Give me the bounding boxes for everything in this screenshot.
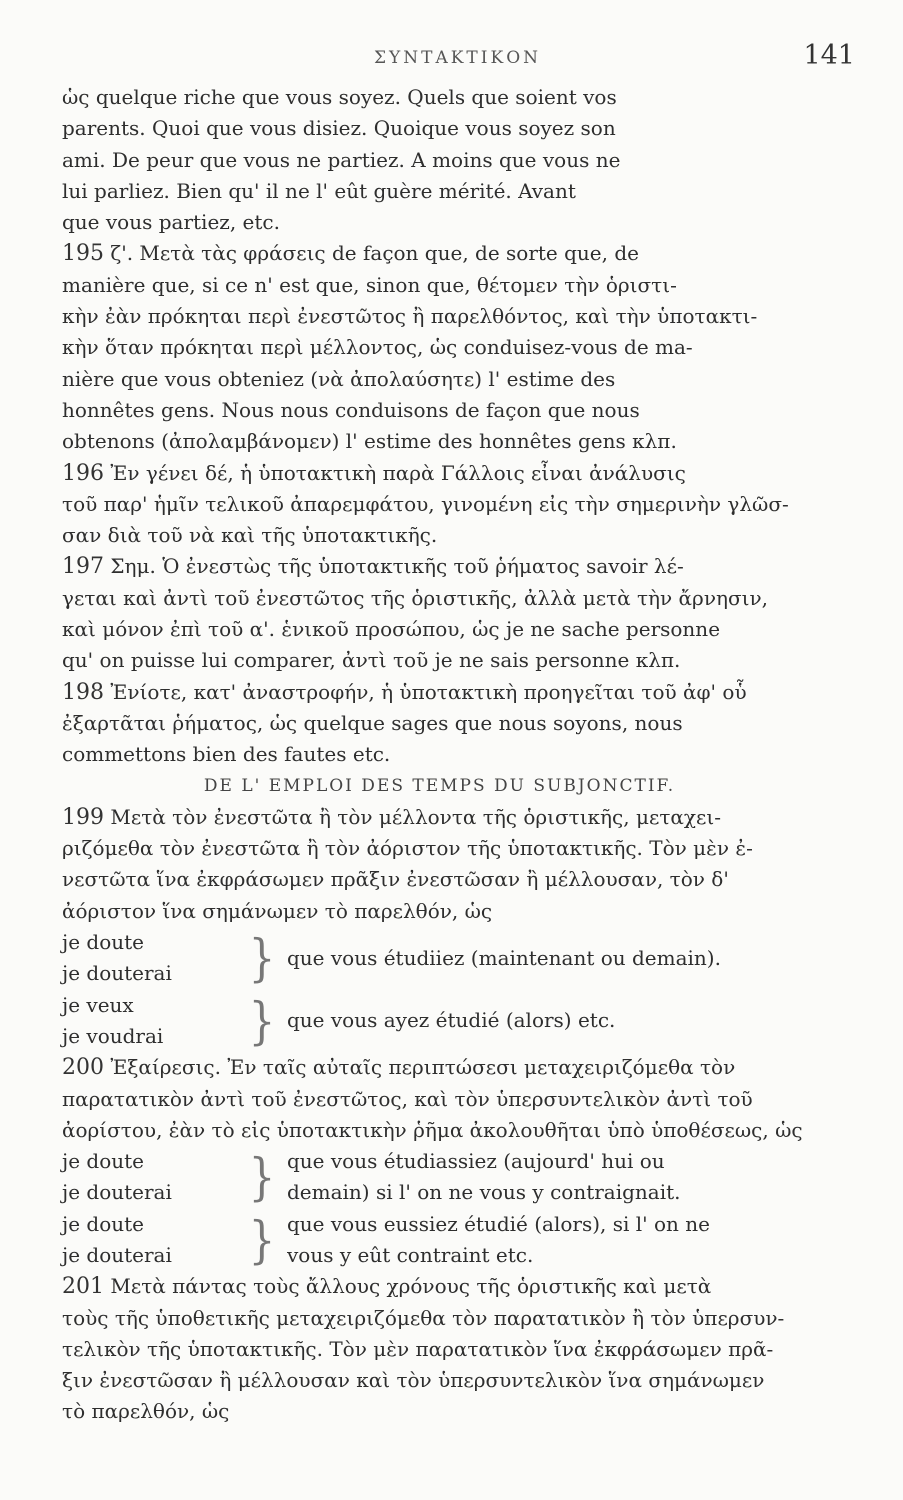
example-verb: je doute — [62, 930, 144, 955]
text-line: manière que, si ce n' est que, sinon que, θέτομεν τὴν ὁριστι- — [62, 272, 677, 297]
example-clause: demain) si l' on ne vous y contraignait. — [287, 1180, 681, 1205]
paragraph-number: 198 — [62, 679, 104, 705]
brace-icon: } — [248, 928, 276, 988]
text-line: καὶ μόνον ἐπὶ τοῦ α'. ἑνικοῦ προσώπου, ὡς je ne sache personne — [62, 617, 721, 642]
paragraph-number: 196 — [62, 460, 104, 486]
text-line: ἀόριστον ἵνα σημάνωμεν τὸ παρελθόν, ὡς — [62, 898, 493, 923]
example-clause: que vous ayez étudié (alors) etc. — [287, 1008, 616, 1033]
example-clause: vous y eût contraint etc. — [287, 1242, 534, 1267]
paragraph-number: 199 — [62, 804, 104, 830]
text-line: ἀορίστου, ἐὰν τὸ εἰς ὑποτακτικὴν ῥῆμα ἀκολουθῆται ὑπὸ ὑποθέσεως, ὡς — [62, 1117, 803, 1142]
paragraph-198-first-line — [62, 677, 817, 708]
text-line: lui parliez. Bien qu' il ne l' eût guère mérité. Avant — [62, 178, 576, 203]
page-number: 141 — [803, 40, 855, 71]
text-span: ζ'. Μετὰ τὰς φράσεις de façon que, de sorte que, de — [110, 241, 639, 266]
paragraph-number: 197 — [62, 554, 104, 580]
text-line: παρατατικὸν ἀντὶ τοῦ ἐνεστῶτος, καὶ τὸν ὑπερσυντελικὸν ἀντὶ τοῦ — [62, 1086, 753, 1111]
text-line: κὴν ἐὰν πρόκηται περὶ ἐνεστῶτος ἢ παρελθόντος, καὶ τὴν ὑποτακτι- — [62, 304, 758, 329]
text-span: Σημ. Ὁ ἐνεστὼς τῆς ὑποτακτικῆς τοῦ ῥήματος savoir λέ- — [110, 554, 684, 579]
paragraph-199-first-line — [62, 802, 817, 833]
text-span: Ἐξαίρεσις. Ἐν ταῖς αὐταῖς περιπτώσεσι μεταχειριζόμεθα τὸν — [110, 1055, 736, 1080]
example-clause: que vous eussiez étudié (alors), si l' on ne — [287, 1211, 711, 1236]
paragraph-201-first-line — [62, 1271, 817, 1302]
text-line: κὴν ὅταν πρόκηται περὶ μέλλοντος, ὡς conduisez-vous de ma- — [62, 335, 693, 360]
example-clause: que vous étudiiez (maintenant ou demain). — [287, 945, 721, 970]
text-span: Μετὰ τὸν ἐνεστῶτα ἢ τὸν μέλλοντα τῆς ὁριστικῆς, μεταχει- — [110, 804, 721, 829]
text-span: Μετὰ πάντας τοὺς ἄλλους χρόνους τῆς ὁριστικῆς καὶ μετὰ — [110, 1274, 712, 1299]
text-line: τὸ παρελθόν, ὡς — [62, 1399, 230, 1424]
paragraph-196-first-line — [62, 458, 817, 489]
text-line: qu' on puisse lui comparer, ἀντὶ τοῦ je ne sais personne κλπ. — [62, 648, 681, 673]
paragraph-197-first-line — [62, 551, 817, 582]
brace-icon: } — [248, 1147, 276, 1207]
text-line: obtenons (ἀπολαμβάνομεν) l' estime des honnêtes gens κλπ. — [62, 429, 677, 454]
brace-icon: } — [248, 990, 276, 1050]
example-verb: je veux — [62, 992, 134, 1017]
text-line: ὡς quelque riche que vous soyez. Quels que soient vos — [62, 85, 617, 109]
brace-icon: } — [248, 1209, 276, 1269]
section-heading: DE L' EMPLOI DES TEMPS DU SUBJONCTIF. — [203, 775, 676, 796]
example-block — [62, 927, 817, 990]
page-body — [62, 82, 817, 1428]
text-line: ριζόμεθα τὸν ἐνεστῶτα ἢ τὸν ἀόριστον τῆς ὑποτακτικῆς. Τὸν μὲν ἐ- — [62, 836, 753, 861]
example-block — [62, 1146, 817, 1209]
text-line: σαν διὰ τοῦ νὰ καὶ τῆς ὑποτακτικῆς. — [62, 523, 438, 548]
paragraph-195-first-line — [62, 238, 817, 269]
text-line: honnêtes gens. Nous nous conduisons de façon que nous — [62, 397, 640, 422]
paragraph-200-first-line — [62, 1052, 817, 1083]
example-block — [62, 990, 817, 1053]
text-line: ami. De peur que vous ne partiez. A moins que vous ne — [62, 147, 621, 172]
text-line: ξιν ἐνεστῶσαν ἢ μέλλουσαν καὶ τὸν ὑπερσυντελικὸν ἵνα σημάνωμεν — [62, 1368, 765, 1393]
text-span: Ἐν γένει δέ, ἡ ὑποτακτικὴ παρὰ Γάλλοις εἶναι ἀνάλυσις — [110, 460, 686, 485]
text-line: parents. Quoi que vous disiez. Quoique vous soyez son — [62, 116, 616, 141]
text-span: Ἐνίοτε, κατ' ἀναστροφήν, ἡ ὑποτακτικὴ προηγεῖται τοῦ ἀφ' οὗ — [110, 679, 747, 704]
text-line: ἐξαρτᾶται ῥήματος, ὡς quelque sages que nous soyons, nous — [62, 710, 683, 735]
text-line: commettons bien des fautes etc. — [62, 742, 391, 767]
example-verb: je douterai — [62, 1180, 172, 1205]
example-verb: je voudrai — [62, 1023, 164, 1048]
example-block — [62, 1209, 817, 1272]
example-verb: je douterai — [62, 1242, 172, 1267]
example-verb: je doute — [62, 1211, 144, 1236]
example-clause: que vous étudiassiez (aujourd' hui ou — [287, 1149, 665, 1174]
text-line: τελικὸν τῆς ὑποτακτικῆς. Τὸν μὲν παρατατικὸν ἵνα ἐκφράσωμεν πρᾶ- — [62, 1336, 774, 1361]
example-verb: je doute — [62, 1149, 144, 1174]
text-line: γεται καὶ ἀντὶ τοῦ ἐνεστῶτος τῆς ὁριστικῆς, ἀλλὰ μετὰ τὴν ἄρνησιν, — [62, 585, 768, 610]
running-title: ΣΥΝΤΑΚΤΙΚΟΝ — [374, 48, 541, 68]
paragraph-number: 201 — [62, 1274, 104, 1300]
text-line: νεστῶτα ἵνα ἐκφράσωμεν πρᾶξιν ἐνεστῶσαν ἢ μέλλουσαν, τὸν δ' — [62, 867, 729, 892]
page-header — [60, 38, 855, 78]
example-verb: je douterai — [62, 961, 172, 986]
text-line: nière que vous obteniez (νὰ ἀπολαύσητε) l' estime des — [62, 366, 616, 391]
text-line: τοῦ παρ' ἡμῖν τελικοῦ ἀπαρεμφάτου, γινομένη εἰς τὴν σημερινὴν γλῶσ- — [62, 491, 789, 516]
paragraph-number: 195 — [62, 241, 104, 267]
text-line: que vous partiez, etc. — [62, 210, 280, 235]
paragraph-number: 200 — [62, 1055, 104, 1081]
text-line: τοὺς τῆς ὑποθετικῆς μεταχειριζόμεθα τὸν παρατατικὸν ἢ τὸν ὑπερσυν- — [62, 1305, 785, 1330]
